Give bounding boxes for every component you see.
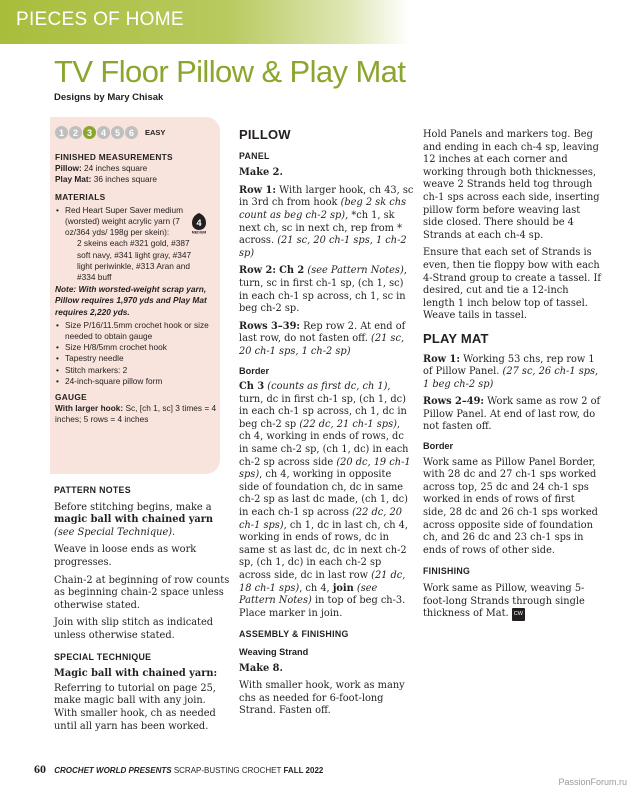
yarn-note: Note: With worsted-weight scrap yarn, Pillow requires 1,970 yds and Play Mat requires 2,220 yds.: [55, 284, 207, 317]
yarn-weight-icon: [190, 212, 208, 234]
pillow-rows-3-39: Rows 3–39: Rep row 2. At end of last row, do not fasten off. (21 sc, 20 ch-1 sps, 1 ch-2 sp): [239, 320, 406, 357]
pillow-heading: PILLOW: [239, 127, 291, 142]
finishing-heading: FINISHING: [423, 566, 471, 577]
pattern-notes-column: [54, 484, 230, 738]
pillow-size: Pillow: 24 inches square: [55, 163, 148, 174]
skill-level: [55, 126, 165, 139]
skill-label: EASY: [145, 128, 166, 137]
finished-measurements-heading: FINISHED MEASUREMENTS: [55, 152, 173, 162]
supply-item: • Size P/16/11.5mm crochet hook or size needed to obtain gauge: [65, 320, 217, 342]
special-technique-heading: SPECIAL TECHNIQUE: [54, 651, 152, 662]
yarn-colors: 2 skeins each #321 gold, #387 soft navy, #341 light gray, #347 light periwinkle, #313 Aran and #334 buff: [77, 238, 192, 283]
pillow-column: [239, 129, 414, 723]
special-technique-body: Referring to tutorial on page 25, make magic ball with any join. With smaller hook, ch as needed until all yarn has been worked.: [54, 682, 216, 732]
watermark: PassionForum.ru: [558, 777, 627, 787]
skill-level-4: 4: [97, 126, 110, 139]
mat-size: Play Mat: 36 inches square: [55, 174, 157, 185]
mat-border-heading: Border: [423, 441, 454, 452]
pattern-note-1: Before stitching begins, make a magic ball with chained yarn (see Special Technique).: [54, 501, 214, 538]
mat-row-1: Row 1: Working 53 chs, rep row 1 of Pillow Panel. (27 sc, 26 ch-1 sps, 1 beg ch-2 sp): [423, 353, 599, 390]
yarn-weight-label: MEDIUM: [191, 230, 207, 234]
issue: FALL 2022: [283, 766, 324, 775]
pattern-note-4: Join with slip stitch as indicated unless otherwise stated.: [54, 617, 214, 641]
section-label: PIECES OF HOME: [16, 9, 184, 30]
pattern-notes-heading: PATTERN NOTES: [54, 485, 131, 495]
supplies-list: [55, 320, 217, 387]
page-number: 60: [34, 762, 46, 776]
yarn-item: • Red Heart Super Saver medium (worsted) weight acrylic yarn (7 oz/364 yds/ 198g per skein):: [65, 205, 193, 239]
end-mark-icon: CW: [512, 608, 525, 621]
special-technique-subhead: Magic ball with chained yarn:: [54, 668, 218, 680]
skill-level-3: 3: [83, 126, 96, 139]
border-heading: Border: [239, 365, 270, 376]
weaving-strand-heading: Weaving Strand: [239, 646, 309, 657]
panel-make: Make 2.: [239, 167, 283, 179]
page-footer: [34, 762, 323, 777]
gauge-heading: GAUGE: [55, 392, 87, 403]
skill-level-5: 5: [111, 126, 124, 139]
skill-level-1: 1: [55, 126, 68, 139]
materials-heading: MATERIALS: [55, 191, 106, 202]
finishing-body: Work same as Pillow, weaving 5-foot-long Strands through single thickness of Mat. CW: [423, 583, 585, 620]
mat-border-body: Work same as Pillow Panel Border, with 28 dc and 27 ch-1 sps worked across top, 25 dc and 24 ch-1 sps worked in ends of rows of first side, 28 dc and 26 ch-1 sps worked across opposite side of foundation ch, and 26 dc and 23 ch-1 sps in ends of rows of other side.: [423, 456, 598, 556]
section-banner: [0, 0, 410, 44]
supply-item: • Size H/8/5mm crochet hook: [65, 342, 217, 353]
panel-heading: PANEL: [239, 150, 270, 161]
pillow-row-1: Row 1: With larger hook, ch 43, sc in 3rd ch from hook (beg 2 sk chs count as beg ch-2 sp), *ch 1, sk next ch, sc in next ch, rep from * across. (21 sc, 20 ch-1 sps, 1 ch-2 sp): [239, 184, 414, 259]
weaving-make: Make 8.: [239, 662, 283, 674]
supply-item: • 24-inch-square pillow form: [65, 376, 217, 387]
pillow-border-text: Ch 3 (counts as first dc, ch 1), turn, dc in first ch-1 sp, (ch 1, dc) in each ch-1 sp across, ch 1, dc in beg ch-2 sp (22 dc, 21 ch-1 sps), ch 4, working in ends of rows, dc in same ch-2 sp, (ch 1, dc) in each ch-2 sp across side (20 dc, 19 ch-1 sps), ch 4, working in opposite side of foundation ch, dc in same ch-2 sp as last dc made, (ch 1, dc) in each ch-1 sp across (22 dc, 20 ch-1 sps), ch 1, dc in last ch, ch 4, working in ends of rows, dc in same st as last dc, dc in next ch-2 sp, (ch 1, dc) in each ch-2 sp across side, dc in last row (21 dc, 18 ch-1 sps), ch 4, join (see Pattern Notes) in top of beg ch-3. Place marker in join.: [239, 381, 411, 619]
assembly-paragraph-1: Hold Panels and markers tog. Beg and ending in each ch-4 sp, leaving 12 inches at each corner and working through both thicknesses, weave 2 Strands held tog through ch-1 sps across each side, inserting pillow form before weaving last side closed. There should be 4 Strands at each ch-4 sp.: [423, 129, 600, 241]
assembly-heading: ASSEMBLY & FINISHING: [239, 629, 349, 640]
pillow-row-2: Row 2: Ch 2 (see Pattern Notes), turn, sc in first ch-1 sp, (ch 1, sc) in each ch-1 sp across, ch 1, sc in beg ch-2 sp.: [239, 265, 407, 315]
skill-level-2: 2: [69, 126, 82, 139]
card-text: [55, 152, 217, 426]
pattern-note-3: Chain-2 at beginning of row counts as beginning chain-2 space unless otherwise stated.: [54, 574, 230, 611]
play-mat-column: [423, 129, 601, 626]
yarn-weight-number: 4: [196, 218, 202, 228]
page-title: TV Floor Pillow & Play Mat: [54, 54, 406, 89]
skill-level-6: 6: [125, 126, 138, 139]
play-mat-heading: PLAY MAT: [423, 330, 489, 346]
weaving-body: With smaller hook, work as many chs as needed for 6-foot-long Strand. Fasten off.: [239, 680, 405, 717]
pattern-note-2: Weave in loose ends as work progresses.: [54, 544, 197, 568]
assembly-paragraph-2: Ensure that each set of Strands is even, then tie floppy bow with each 4-Strand group to create a tassel. If desired, cut and tie a 12-inch length 1 inch below top of tassel. Weave tails in tassel.: [423, 247, 602, 322]
mat-rows-2-49: Rows 2–49: Work same as row 2 of Pillow Panel. At end of last row, do not fasten off.: [423, 396, 601, 433]
supply-item: • Stitch markers: 2: [65, 365, 217, 376]
publication-name: SCRAP-BUSTING CROCHET: [173, 766, 282, 775]
supply-item: • Tapestry needle: [65, 353, 217, 364]
gauge-text: With larger hook: Sc, [ch 1, sc] 3 times = 4 inches; 5 rows = 4 inches: [55, 403, 217, 425]
byline: Designs by Mary Chisak: [54, 92, 164, 103]
publication-italic: CROCHET WORLD PRESENTS: [54, 766, 172, 775]
